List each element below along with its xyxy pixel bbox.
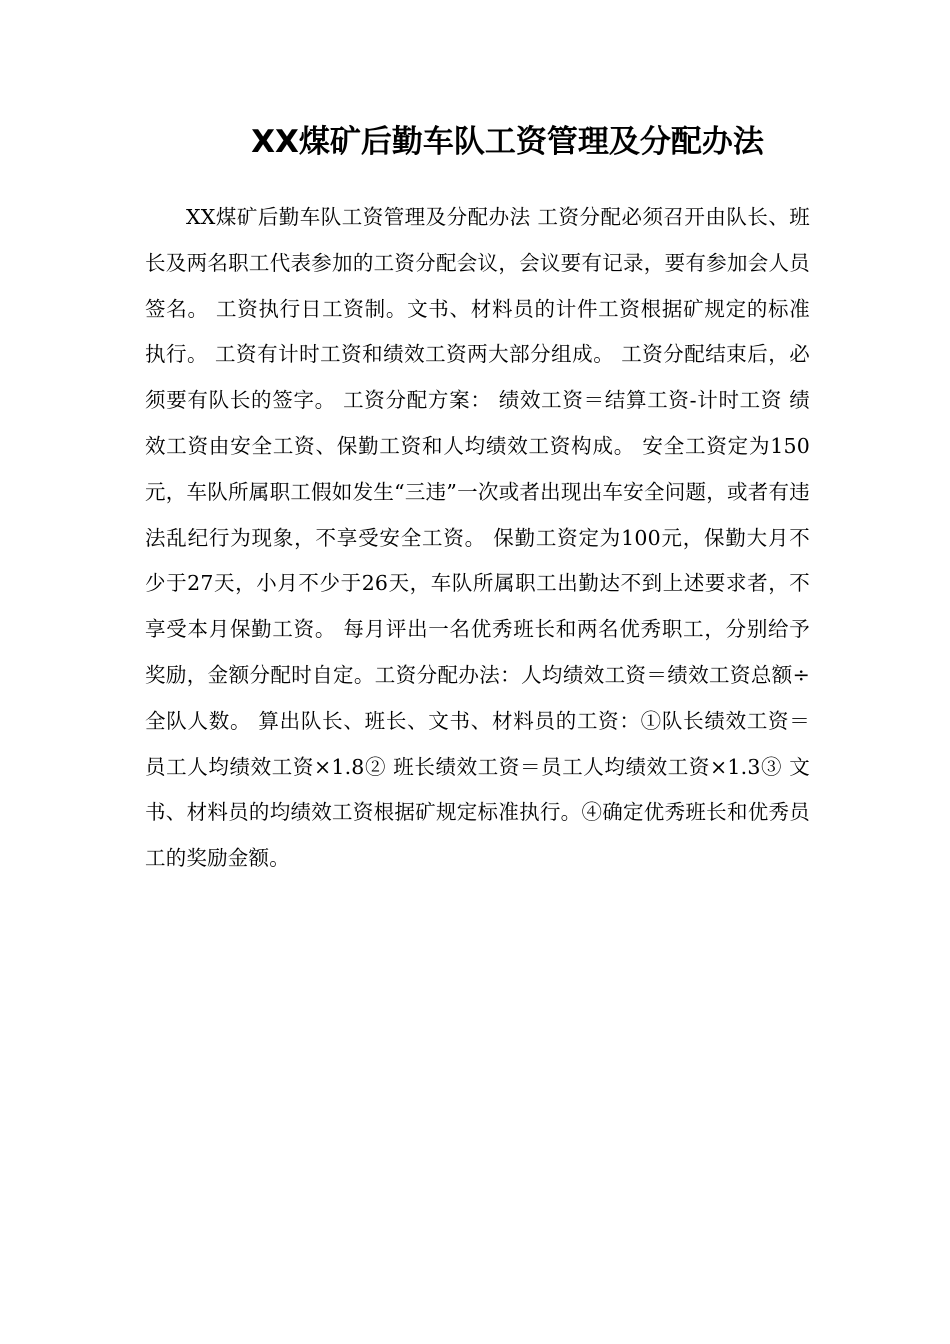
document-body: XX煤矿后勤车队工资管理及分配办法 工资分配必须召开由队长、班长及两名职工代表参加的工资分配会议，会议要有记录，要有参加会人员签名。 工资执行日工资制。文书、材料员的计件工资根据矿规定的标准执行。 工资有计时工资和绩效工资两大部分组成。 工资分配结束后，必须要有队长的签字。 工资分配方案： 绩效工资＝结算工资-计时工资 绩效工资由安全工资、保勤工资和人均绩效工资构成。 安全工资定为150元，车队所属职工假如发生“三违”一次或者出现出车安全问题，或者有违法乱纪行为现象，不享受安全工资。 保勤工资定为100元，保勤大月不少于27天，小月不少于26天，车队所属职工出勤达不到上述要求者，不享受本月保勤工资。 每月评出一名优秀班长和两名优秀职工，分别给予奖励，金额分配时自定。工资分配办法：人均绩效工资＝绩效工资总额÷全队人数。 算出队长、班长、文书、材料员的工资：①队长绩效工资＝员工人均绩效工资×1.8② 班长绩效工资＝员工人均绩效工资×1.3③ 文书、材料员的均绩效工资根据矿规定标准执行。④确定优秀班长和优秀员工的奖励金额。 <box>145 205 810 871</box>
document-title: XX煤矿后勤车队工资管理及分配办法 <box>251 124 764 160</box>
